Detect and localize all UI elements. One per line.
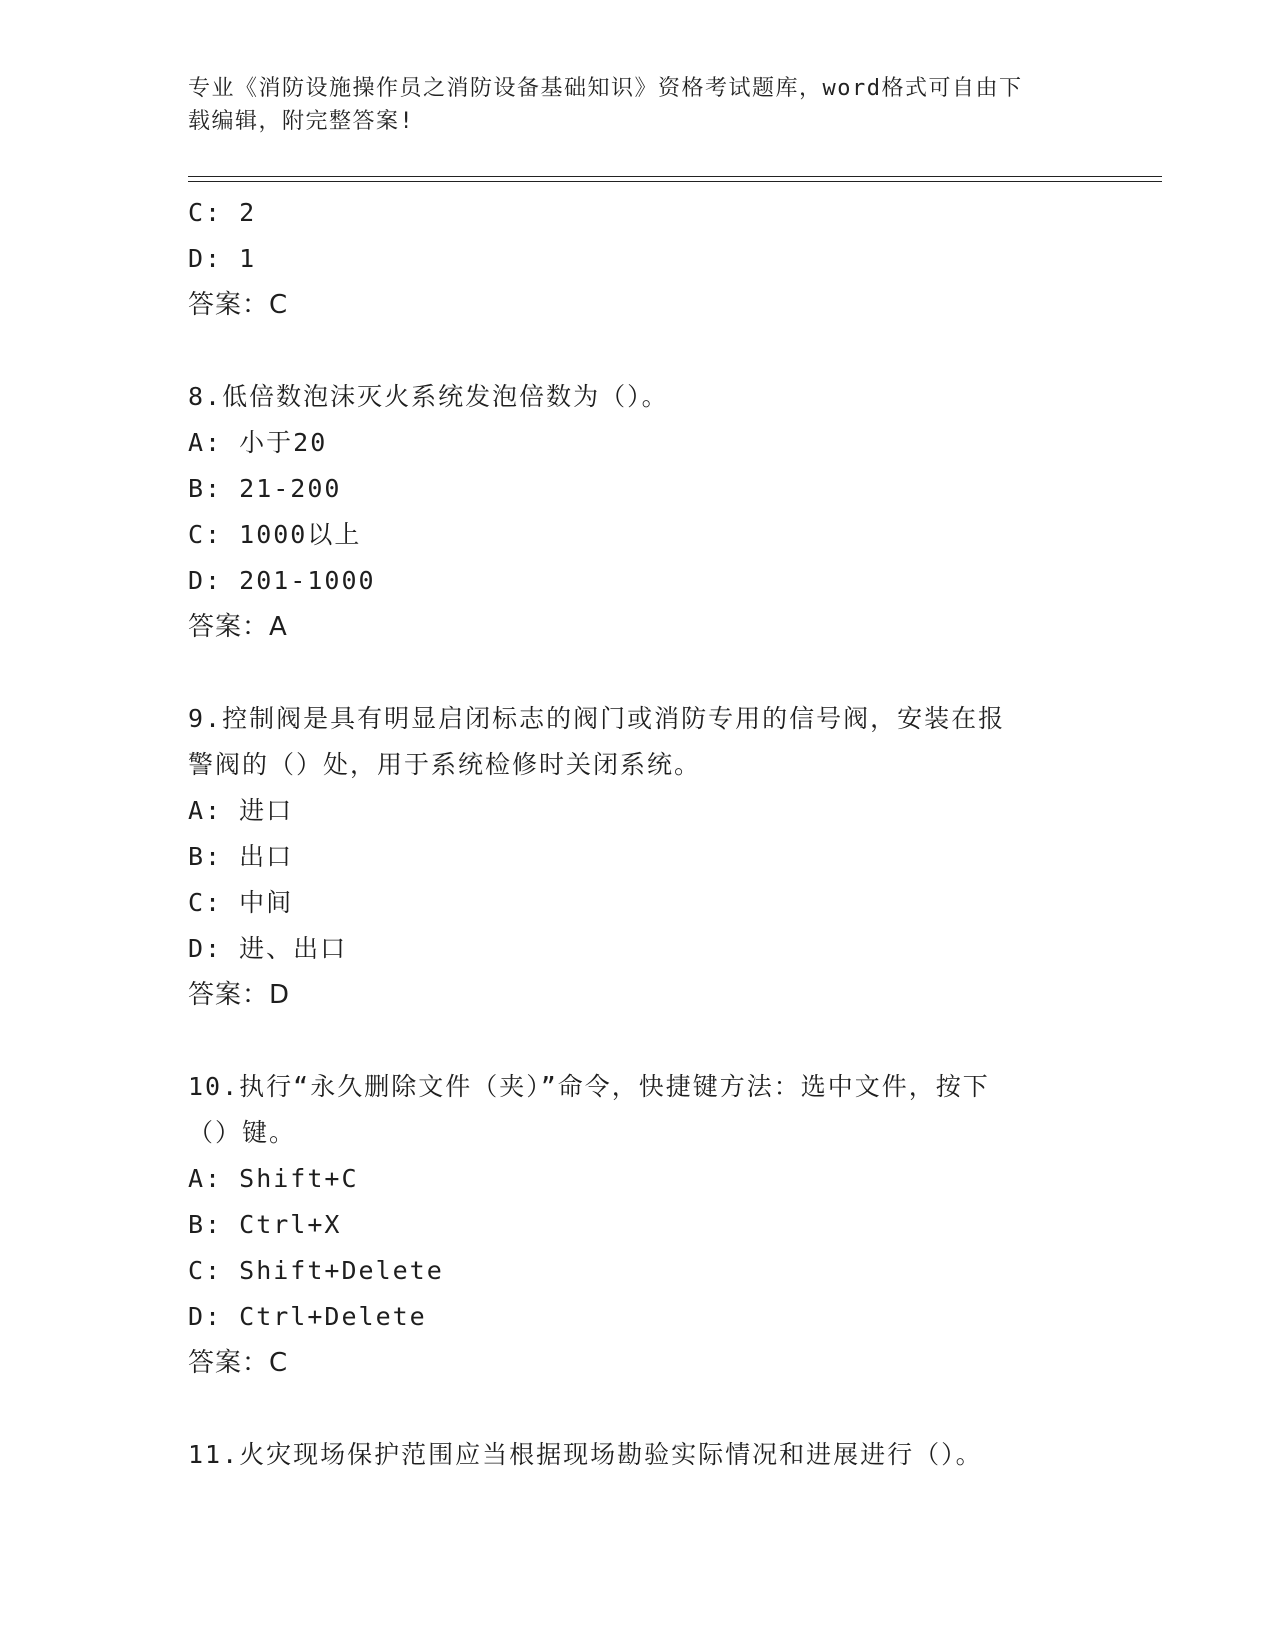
question-10 [188, 1064, 1088, 1386]
document-body [188, 190, 1088, 1478]
option-d: D: Ctrl+Delete [188, 1302, 427, 1331]
answer-line: 答案：A [188, 612, 288, 642]
option-b: B: 出口 [188, 842, 294, 871]
answer-line: 答案：D [188, 980, 291, 1010]
question-text-line-1: 10.执行“永久删除文件（夹）”命令，快捷键方法：选中文件，按下 [188, 1072, 990, 1101]
question-9 [188, 696, 1088, 1018]
header-line-2: 载编辑，附完整答案! [188, 109, 415, 134]
answer-line: 答案：C [188, 1348, 289, 1378]
option-c: C: 1000以上 [188, 520, 362, 549]
option-a: A: Shift+C [188, 1164, 359, 1193]
option-c: C: 2 [188, 198, 257, 227]
option-c: C: Shift+Delete [188, 1256, 444, 1285]
option-b: B: 21-200 [188, 474, 342, 503]
answer-line: 答案：C [188, 290, 289, 320]
question-text-line-2: 警阀的（）处，用于系统检修时关闭系统。 [188, 750, 702, 779]
question-text-line-1: 9.控制阀是具有明显启闭标志的阀门或消防专用的信号阀，安装在报 [188, 704, 1006, 733]
option-a: A: 进口 [188, 796, 294, 825]
option-b: B: Ctrl+X [188, 1210, 342, 1239]
question-text: 11.火灾现场保护范围应当根据现场勘验实际情况和进展进行（）。 [188, 1440, 983, 1469]
question-text-line-2: （）键。 [188, 1118, 297, 1147]
option-c: C: 中间 [188, 888, 294, 917]
option-d: D: 1 [188, 244, 257, 273]
question-11 [188, 1432, 1088, 1478]
header-divider-bottom [188, 181, 1162, 182]
option-a: A: 小于20 [188, 428, 328, 457]
header-divider-top [188, 176, 1162, 177]
header-line-1: 专业《消防设施操作员之消防设备基础知识》资格考试题库，word格式可自由下 [188, 76, 1023, 101]
document-header [188, 72, 1088, 138]
question-8 [188, 374, 1088, 650]
question-7-tail [188, 190, 1088, 328]
option-d: D: 进、出口 [188, 934, 348, 963]
question-text: 8.低倍数泡沫灭火系统发泡倍数为（）。 [188, 382, 669, 411]
option-d: D: 201-1000 [188, 566, 376, 595]
